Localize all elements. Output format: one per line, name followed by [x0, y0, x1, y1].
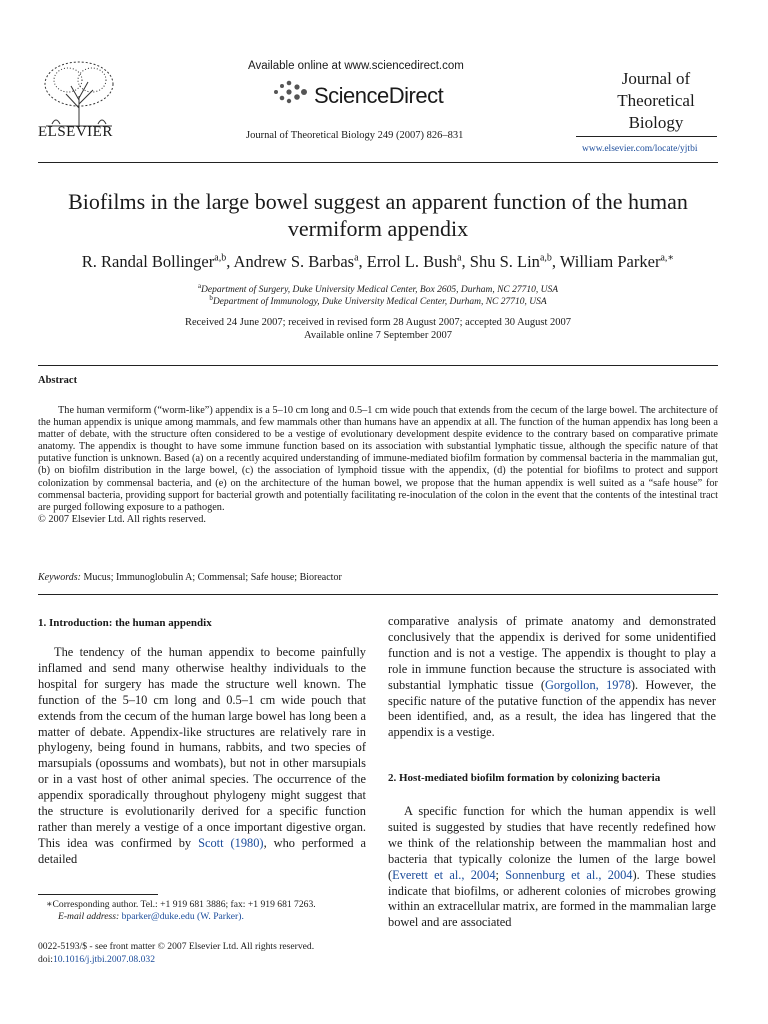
paragraph-text: , who performed a detailed — [38, 835, 366, 866]
author-separator: , — [461, 252, 470, 271]
paragraph-text: ). However, the specific nature of the putative function of the appendix has never been identified, and, as a result, the idea has lingered that the appendix is a vestige. — [388, 677, 716, 740]
journal-title — [598, 68, 714, 134]
affiliation-mark: b — [209, 294, 213, 302]
intro-paragraph — [38, 645, 366, 868]
paragraph-text: A specific function for which the human appendix is well suited is suggested by studies that have recently redefined how we think of the relationship between the mammalian host and bacteria that typically colonize the lumen of the large bowel ( — [388, 804, 716, 882]
author-affiliation-mark: a,∗ — [660, 252, 675, 264]
keywords-list: Mucus; Immunoglobulin A; Commensal; Safe house; Bioreactor — [83, 572, 342, 583]
citation-link[interactable]: Sonnenburg et al., 2004 — [505, 867, 633, 882]
received-dates: Received 24 June 2007; received in revised form 28 August 2007; accepted 30 August 2007 — [184, 317, 572, 328]
author-affiliation-mark: a,b — [214, 252, 227, 264]
journal-title-line: Theoretical — [617, 91, 695, 110]
section-heading: 2. Host-mediated biofilm formation by colonizing bacteria — [388, 772, 661, 784]
header-divider — [38, 162, 718, 163]
journal-title-line: Biology — [628, 113, 684, 132]
doi-link[interactable]: 10.1016/j.jtbi.2007.08.032 — [52, 954, 156, 965]
email-name: (W. Parker). — [194, 911, 244, 922]
keywords-divider — [38, 594, 718, 595]
author-separator: , — [226, 252, 234, 271]
footnote-divider — [38, 894, 158, 895]
author-separator: , — [358, 252, 367, 271]
citation-link[interactable]: Everett et al., 2004 — [392, 867, 496, 882]
doi-label: doi: — [38, 954, 53, 965]
journal-url-link[interactable]: www.elsevier.com/locate/yjtbi — [582, 144, 698, 154]
section2-paragraph — [388, 804, 716, 931]
abstract-heading: Abstract — [38, 375, 78, 386]
email-link[interactable]: bparker@duke.edu — [121, 911, 195, 922]
article-title — [38, 188, 718, 242]
journal-divider — [576, 136, 717, 137]
sciencedirect-logo[interactable]: ScienceDirect — [314, 83, 444, 108]
title-line: Biofilms in the large bowel suggest an apparent function of the human — [68, 189, 688, 214]
email-label: E-mail address: — [58, 911, 120, 922]
bottom-metadata — [38, 940, 368, 966]
affiliation-b — [38, 294, 718, 307]
title-line: vermiform appendix — [287, 216, 469, 241]
affiliation-mark: a — [197, 282, 202, 290]
author-name: William Parker — [559, 252, 661, 271]
citation-link[interactable]: Scott (1980) — [198, 835, 264, 850]
paragraph-text: The tendency of the human appendix to become painfully inflamed and send many otherwise healthy individuals to the hospital for surgery has made the structure well known. The function of the 5–10 cm long and 0.5–1 cm wide pouch that extends from the cecum of the human large bowel has long been a matter of debate. Appendix-like structures are relatively rare in phylogeny, being found in humans, rabbits, and two species of marsupials (opossums and wombats), but not in other marsupials or in a vast host of other animal species. The occurrence of the appendix sporadically throughout phylogeny might suggest that the structure is evolutionarily derived for a specific function rather than merely a vestige of a once important digestive organ. This idea was confirmed by — [38, 645, 367, 850]
intro-continuation — [388, 614, 716, 741]
abstract-text: The human vermiform (“worm-like”) appendix is a 5–10 cm long and 0.5–1 cm wide pouch that extends from the cecum of the large bowel. The architecture of the human appendix is unique among mammals, and few mammals other than humans have an appendix at all. The function of the human appendix has long been a matter of debate, with the structure often considered to be a vestige of evolutionary development despite evidence to the contrary based on comparative primate anatomy. The appendix is thought to have some immune function based on its association with substantial lymphatic tissue, although the specific nature of that putative function is unknown. Based (a) on a recently acquired understanding of immune-mediated biofilm formation by commensal bacteria in the mammalian gut, (b) on biofilm distribution in the large bowel, (c) the association of lymphoid tissue with the appendix, (d) the potential for biofilms to protect and support colonization by commensal bacteria, and (e) on the architecture of the human bowel, we propose that the human appendix is well suited as a “safe house” for commensal bacteria, providing support for bacterial growth and potentially facilitating re-inoculation of the colon in the event that the contents of the intestinal tract are purged following exposure to a pathogen. — [38, 405, 718, 513]
author-name: R. Randal Bollinger — [81, 252, 215, 271]
citation-link[interactable]: Gorgollon, 1978 — [544, 677, 631, 692]
author-name: Errol L. Bush — [366, 252, 458, 271]
author-affiliation-mark: a,b — [539, 252, 552, 264]
author-list — [38, 252, 718, 272]
corresponding-footnote — [38, 899, 368, 923]
author-affiliation-mark: a — [354, 252, 359, 264]
author-name: Andrew S. Barbas — [233, 252, 355, 271]
journal-citation: Journal of Theoretical Biology 249 (2007) 826–831 — [246, 130, 464, 141]
issn-line: 0022-5193/$ - see front matter © 2007 Elsevier Ltd. All rights reserved. — [38, 941, 315, 952]
author-name: Shu S. Lin — [469, 252, 540, 271]
elsevier-tree-logo — [38, 58, 120, 128]
available-date: Available online 7 September 2007 — [304, 330, 452, 341]
sciencedirect-dots-icon — [270, 78, 310, 106]
available-online-text[interactable]: Available online at www.sciencedirect.com — [248, 60, 464, 72]
publisher-name: ELSEVIER — [38, 124, 113, 140]
keywords — [38, 572, 342, 583]
paragraph-text: ). These studies indicate that biofilms, or adherent colonies of microbes growing within an extracellular matrix, are formed in the mammalian large bowel and are associated — [388, 867, 716, 930]
abstract-body — [38, 405, 718, 526]
paragraph-text: comparative analysis of primate anatomy and demonstrated conclusively that the appendix is derived for some unidentified function and is not a vestige. The appendix is thought to play a role in immune function because the structure is associated with substantial lymphatic tissue ( — [388, 614, 716, 692]
author-affiliation-mark: a — [457, 252, 462, 264]
keywords-label: Keywords: — [38, 572, 81, 583]
author-separator: , — [551, 252, 560, 271]
affiliation-text: Department of Surgery, Duke University Medical Center, Box 2605, Durham, NC 27710, USA — [201, 285, 559, 296]
abstract-copyright: © 2007 Elsevier Ltd. All rights reserved. — [38, 513, 206, 525]
corresponding-author: ∗Corresponding author. Tel.: +1 919 681 3886; fax: +1 919 681 7263. — [46, 899, 316, 910]
citation-separator: ; — [495, 867, 506, 882]
abstract-divider — [38, 365, 718, 366]
journal-title-line: Journal of — [621, 69, 691, 88]
section-heading: 1. Introduction: the human appendix — [38, 617, 212, 629]
affiliation-text: Department of Immunology, Duke University Medical Center, Durham, NC 27710, USA — [212, 297, 547, 308]
